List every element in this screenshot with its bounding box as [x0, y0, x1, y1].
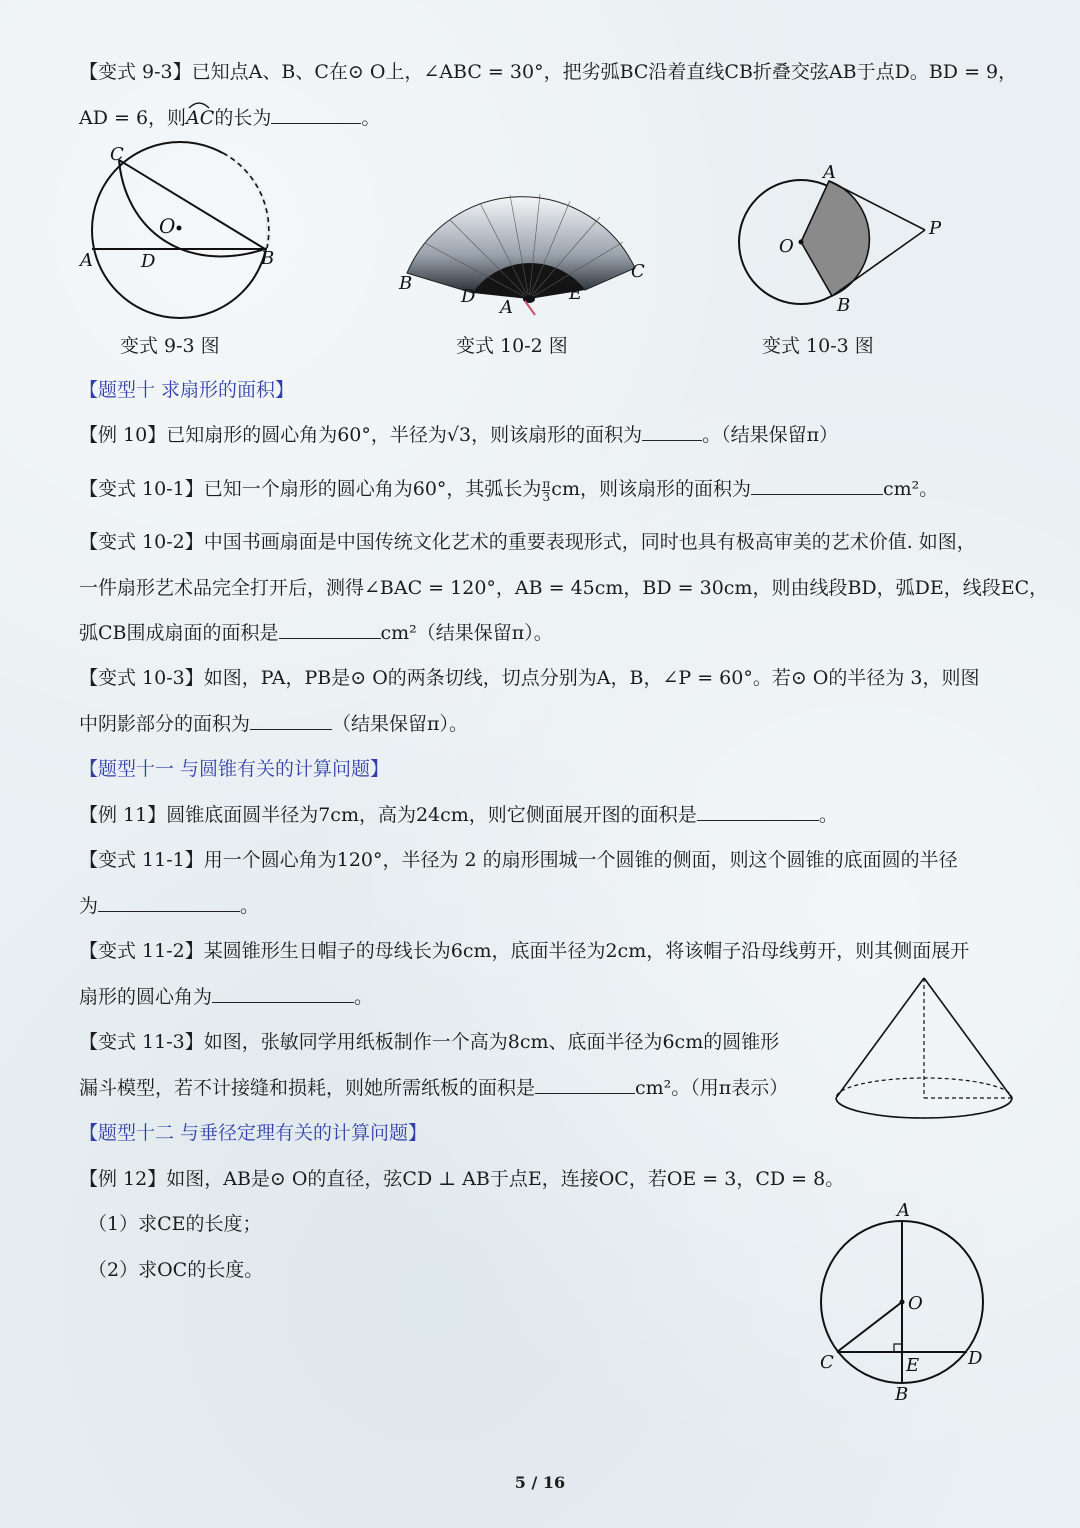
label-a: A: [500, 297, 513, 318]
section-12-title: 【题型十二 与垂径定理有关的计算问题】: [79, 1122, 428, 1144]
center-dot: [900, 1300, 905, 1305]
arc-mark-icon: [188, 101, 210, 109]
label-b: B: [895, 1384, 909, 1405]
label-p: P: [929, 218, 942, 239]
question-2: （2）求OC的长度。: [88, 1259, 264, 1281]
label-a: A: [823, 162, 836, 183]
label-o: O: [908, 1293, 923, 1314]
variant-10-2-line2: 一件扇形艺术品完全打开后，测得∠BAC = 120°，AB = 45cm，BD = 30cm，则由线段BD，弧DE，线段EC，: [79, 577, 1049, 599]
label-b: B: [837, 295, 851, 316]
segment-oc: [837, 1302, 902, 1352]
center-dot: [799, 240, 804, 245]
label-c: C: [110, 144, 124, 165]
example-10: 【例 10】已知扇形的圆心角为60°，半径为√3，则该扇形的面积为 。（结果保留π）: [79, 424, 839, 446]
page-number: 5 / 16: [514, 1473, 566, 1492]
figure-10-2-fan: [395, 185, 655, 320]
answer-blank-10-2[interactable]: [279, 620, 381, 639]
label-c: C: [820, 1352, 834, 1373]
figure-cone: [832, 970, 1022, 1125]
variant-11-1-line1: 【变式 11-1】用一个圆心角为120°，半径为 2 的扇形围城一个圆锥的侧面，则这个圆锥的底面圆的半径: [79, 849, 958, 871]
label-o: O: [159, 214, 176, 238]
example-11: 【例 11】圆锥底面圆半径为7cm，高为24cm，则它侧面展开图的面积是 。: [79, 804, 838, 826]
cone-slant-left: [836, 978, 924, 1098]
label-e: E: [906, 1355, 920, 1376]
answer-blank-ex10[interactable]: [642, 422, 702, 441]
label-a: A: [80, 250, 93, 271]
label-d: D: [141, 251, 156, 272]
variant-10-2-line1: 【变式 10-2】中国书画扇面是中国传统文化艺术的重要表现形式，同时也具有极高审美的艺术价值. 如图，: [79, 531, 976, 553]
variant-10-3-line2: 中阴影部分的面积为 （结果保留π）。: [79, 713, 469, 735]
label-d: D: [461, 286, 476, 307]
cone-base-front: [836, 1098, 1012, 1118]
answer-blank-ex11[interactable]: [697, 802, 819, 821]
answer-blank-11-2[interactable]: [212, 984, 354, 1003]
variant-11-3-line1: 【变式 11-3】如图，张敏同学用纸板制作一个高为8cm、底面半径为6cm的圆锥形: [79, 1031, 780, 1053]
cone-slant-right: [924, 978, 1012, 1098]
label-o: O: [779, 236, 794, 257]
label-a: A: [897, 1200, 910, 1221]
caption-10-3: 变式 10-3 图: [762, 335, 874, 357]
variant-11-1-line2: 为 。: [79, 895, 260, 917]
answer-blank-11-3[interactable]: [535, 1075, 635, 1094]
variant-11-2-line2: 扇形的圆心角为 。: [79, 986, 374, 1008]
fan-tassel: [525, 301, 535, 315]
answer-blank-10-1[interactable]: [751, 476, 883, 495]
label-b: B: [261, 248, 275, 269]
caption-10-2: 变式 10-2 图: [456, 335, 568, 357]
right-angle-mark: [894, 1344, 902, 1352]
figure-12: [810, 1198, 995, 1408]
figure-10-3: [725, 155, 955, 320]
label-b: B: [399, 273, 413, 294]
center-dot: [177, 226, 182, 231]
figure-9-3: [75, 140, 285, 325]
problem-9-3-line2: AD = 6，则 AC的长为 。: [79, 105, 380, 131]
section-10-title: 【题型十 求扇形的面积】: [79, 379, 295, 401]
question-1: （1）求CE的长度；: [88, 1213, 262, 1235]
variant-10-3-line1: 【变式 10-3】如图，PA，PB是⊙ O的两条切线，切点分别为A，B，∠P = 60°。若⊙ O的半径为 3，则图: [79, 667, 980, 689]
shaded-region: [801, 181, 869, 296]
caption-9-3: 变式 9-3 图: [120, 335, 220, 357]
answer-blank-9-3[interactable]: [271, 105, 361, 124]
label-d: D: [968, 1348, 983, 1369]
problem-9-3-text-b: 的长为: [214, 107, 272, 129]
example-12: 【例 12】如图，AB是⊙ O的直径，弦CD ⊥ AB于点E，连接OC，若OE = 3，CD = 8。: [79, 1168, 845, 1190]
circle-mask: [223, 153, 269, 248]
answer-blank-10-3[interactable]: [250, 711, 332, 730]
chord-cb: [119, 160, 265, 249]
label-e: E: [569, 283, 583, 304]
variant-11-3-line2: 漏斗模型，若不计接缝和损耗，则她所需纸板的面积是 cm²。（用π表示）: [79, 1077, 789, 1099]
problem-9-3-line1: 【变式 9-3】已知点A、B、C在⊙ O上，∠ABC = 30°，把劣弧BC沿着直线CB折叠交弦AB于点D。BD = 9，: [79, 61, 1018, 83]
variant-10-1: 【变式 10-1】已知一个扇形的圆心角为60°，其弧长为 $\frac{\pi}{3}$ cm，则该扇形的面积为 cm²。: [79, 476, 939, 504]
label-c: C: [631, 261, 645, 282]
answer-blank-11-1[interactable]: [98, 893, 240, 912]
variant-10-2-line3: 弧CB围成扇面的面积是 cm²（结果保留π）。: [79, 622, 553, 644]
section-11-title: 【题型十一 与圆锥有关的计算问题】: [79, 758, 390, 780]
problem-9-3-text-a: AD = 6，则: [79, 107, 187, 129]
arc-ac-label: AC: [186, 105, 214, 131]
variant-11-2-line1: 【变式 11-2】某圆锥形生日帽子的母线长为6cm，底面半径为2cm，将该帽子沿母线剪开，则其侧面展开: [79, 940, 970, 962]
fraction-pi-3: $\frac{\pi}{3}$: [542, 476, 551, 504]
